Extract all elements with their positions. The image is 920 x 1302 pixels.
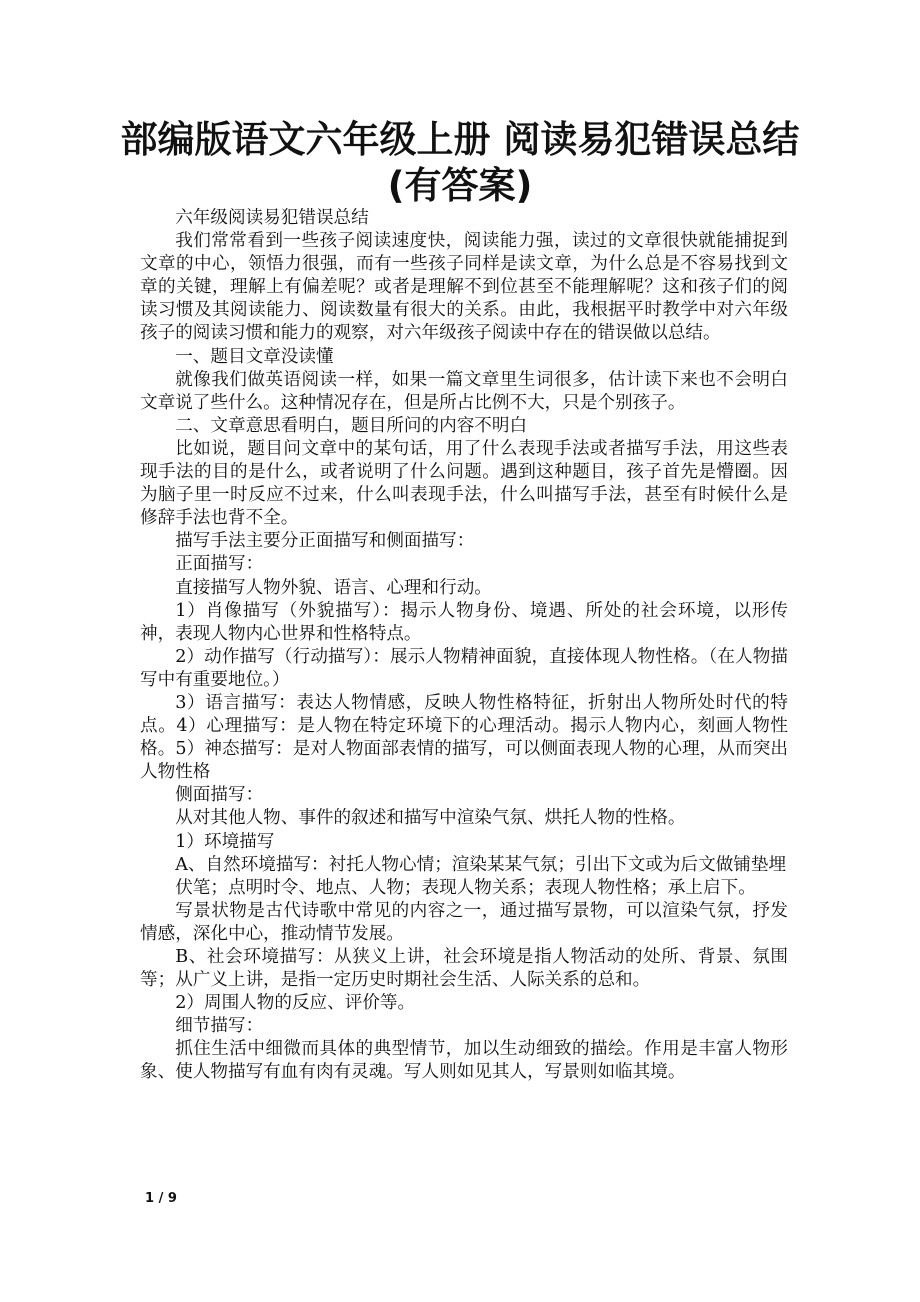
page-number: 1 / 9: [145, 1191, 177, 1206]
paragraph: 描写手法主要分正面描写和侧面描写：: [175, 531, 475, 552]
paragraph: B、社会环境描写：从狭义上讲，社会环境是指人物活动的处所、背景、氛围等；从广义上讲，是指一定历史时期社会生活、人际关系的总和。: [140, 947, 788, 991]
paragraph: 写景状物是古代诗歌中常见的内容之一，通过描写景物，可以渲染气氛，抒发情感，深化中心，推动情节发展。: [140, 900, 788, 944]
paragraph: 1）肖像描写（外貌描写）：揭示人物身份、境遇、所处的社会环境，以形传神，表现人物内心世界和性格特点。: [140, 600, 788, 644]
paragraph: A、自然环境描写：衬托人物心情；渲染某某气氛；引出下文或为后文做铺垫埋: [175, 854, 787, 875]
section-heading-2: 二、文章意思看明白，题目所问的内容不明白: [175, 415, 528, 436]
document-body: [140, 207, 788, 1085]
paragraph: 3）语言描写：表达人物情感，反映人物性格特征，折射出人物所处时代的特点。4）心理描写：是人物在特定环境下的心理活动。揭示人物内心，刻画人物性格。5）神态描写：是对人物面部表情的描写，可以侧面表现人物的心理，从而突出人物性格: [140, 692, 788, 783]
paragraph: 比如说，题目问文章中的某句话，用了什么表现手法或者描写手法，用这些表现手法的目的是什么，或者说明了什么问题。遇到这种题目，孩子首先是懵圈。因为脑子里一时反应不过来，什么叫表现手法，什么叫描写手法，甚至有时候什么是修辞手法也背不全。: [140, 438, 788, 529]
paragraph: 抓住生活中细微而具体的典型情节，加以生动细致的描绘。作用是丰富人物形象、使人物描写有血有肉有灵魂。写人则如见其人，写景则如临其境。: [140, 1039, 788, 1083]
paragraph: 侧面描写：: [175, 785, 264, 806]
paragraph: 2）周围人物的反应、评价等。: [175, 993, 416, 1014]
document-title-line-1: 部编版语文六年级上册 阅读易犯错误总结: [120, 118, 800, 161]
paragraph: 从对其他人物、事件的叙述和描写中渲染气氛、烘托人物的性格。: [175, 808, 686, 829]
subtitle-paragraph: 六年级阅读易犯错误总结: [175, 208, 369, 228]
section-heading-1: 一、题目文章没读懂: [175, 346, 334, 367]
document-title-line-2: (有答案): [387, 164, 533, 207]
paragraph: 就像我们做英语阅读一样，如果一篇文章里生词很多，估计读下来也不会明白文章说了些什么。这种情况存在，但是所占比例不大，只是个别孩子。: [140, 369, 788, 413]
paragraph: 伏笔；点明时令、地点、人物；表现人物关系；表现人物性格；承上启下。: [175, 877, 756, 898]
paragraph: 1）环境描写: [175, 831, 275, 852]
paragraph: 细节描写：: [175, 1016, 264, 1037]
intro-paragraph: 我们常常看到一些孩子阅读速度快，阅读能力强，读过的文章很快就能捕捉到文章的中心，领悟力很强，而有一些孩子同样是读文章，为什么总是不容易找到文章的关键，理解上有偏差呢？或者是理解不到位甚至不能理解呢？这和孩子们的阅读习惯及其阅读能力、阅读数量有很大的关系。由此，我根据平时教学中对六年级孩子的阅读习惯和能力的观察，对六年级孩子阅读中存在的错误做以总结。: [140, 231, 788, 344]
paragraph: 正面描写：: [175, 554, 264, 575]
paragraph: 2）动作描写（行动描写）：展示人物精神面貌，直接体现人物性格。（在人物描写中有重要地位。）: [140, 646, 788, 690]
paragraph: 直接描写人物外貌、语言、心理和行动。: [175, 577, 492, 598]
